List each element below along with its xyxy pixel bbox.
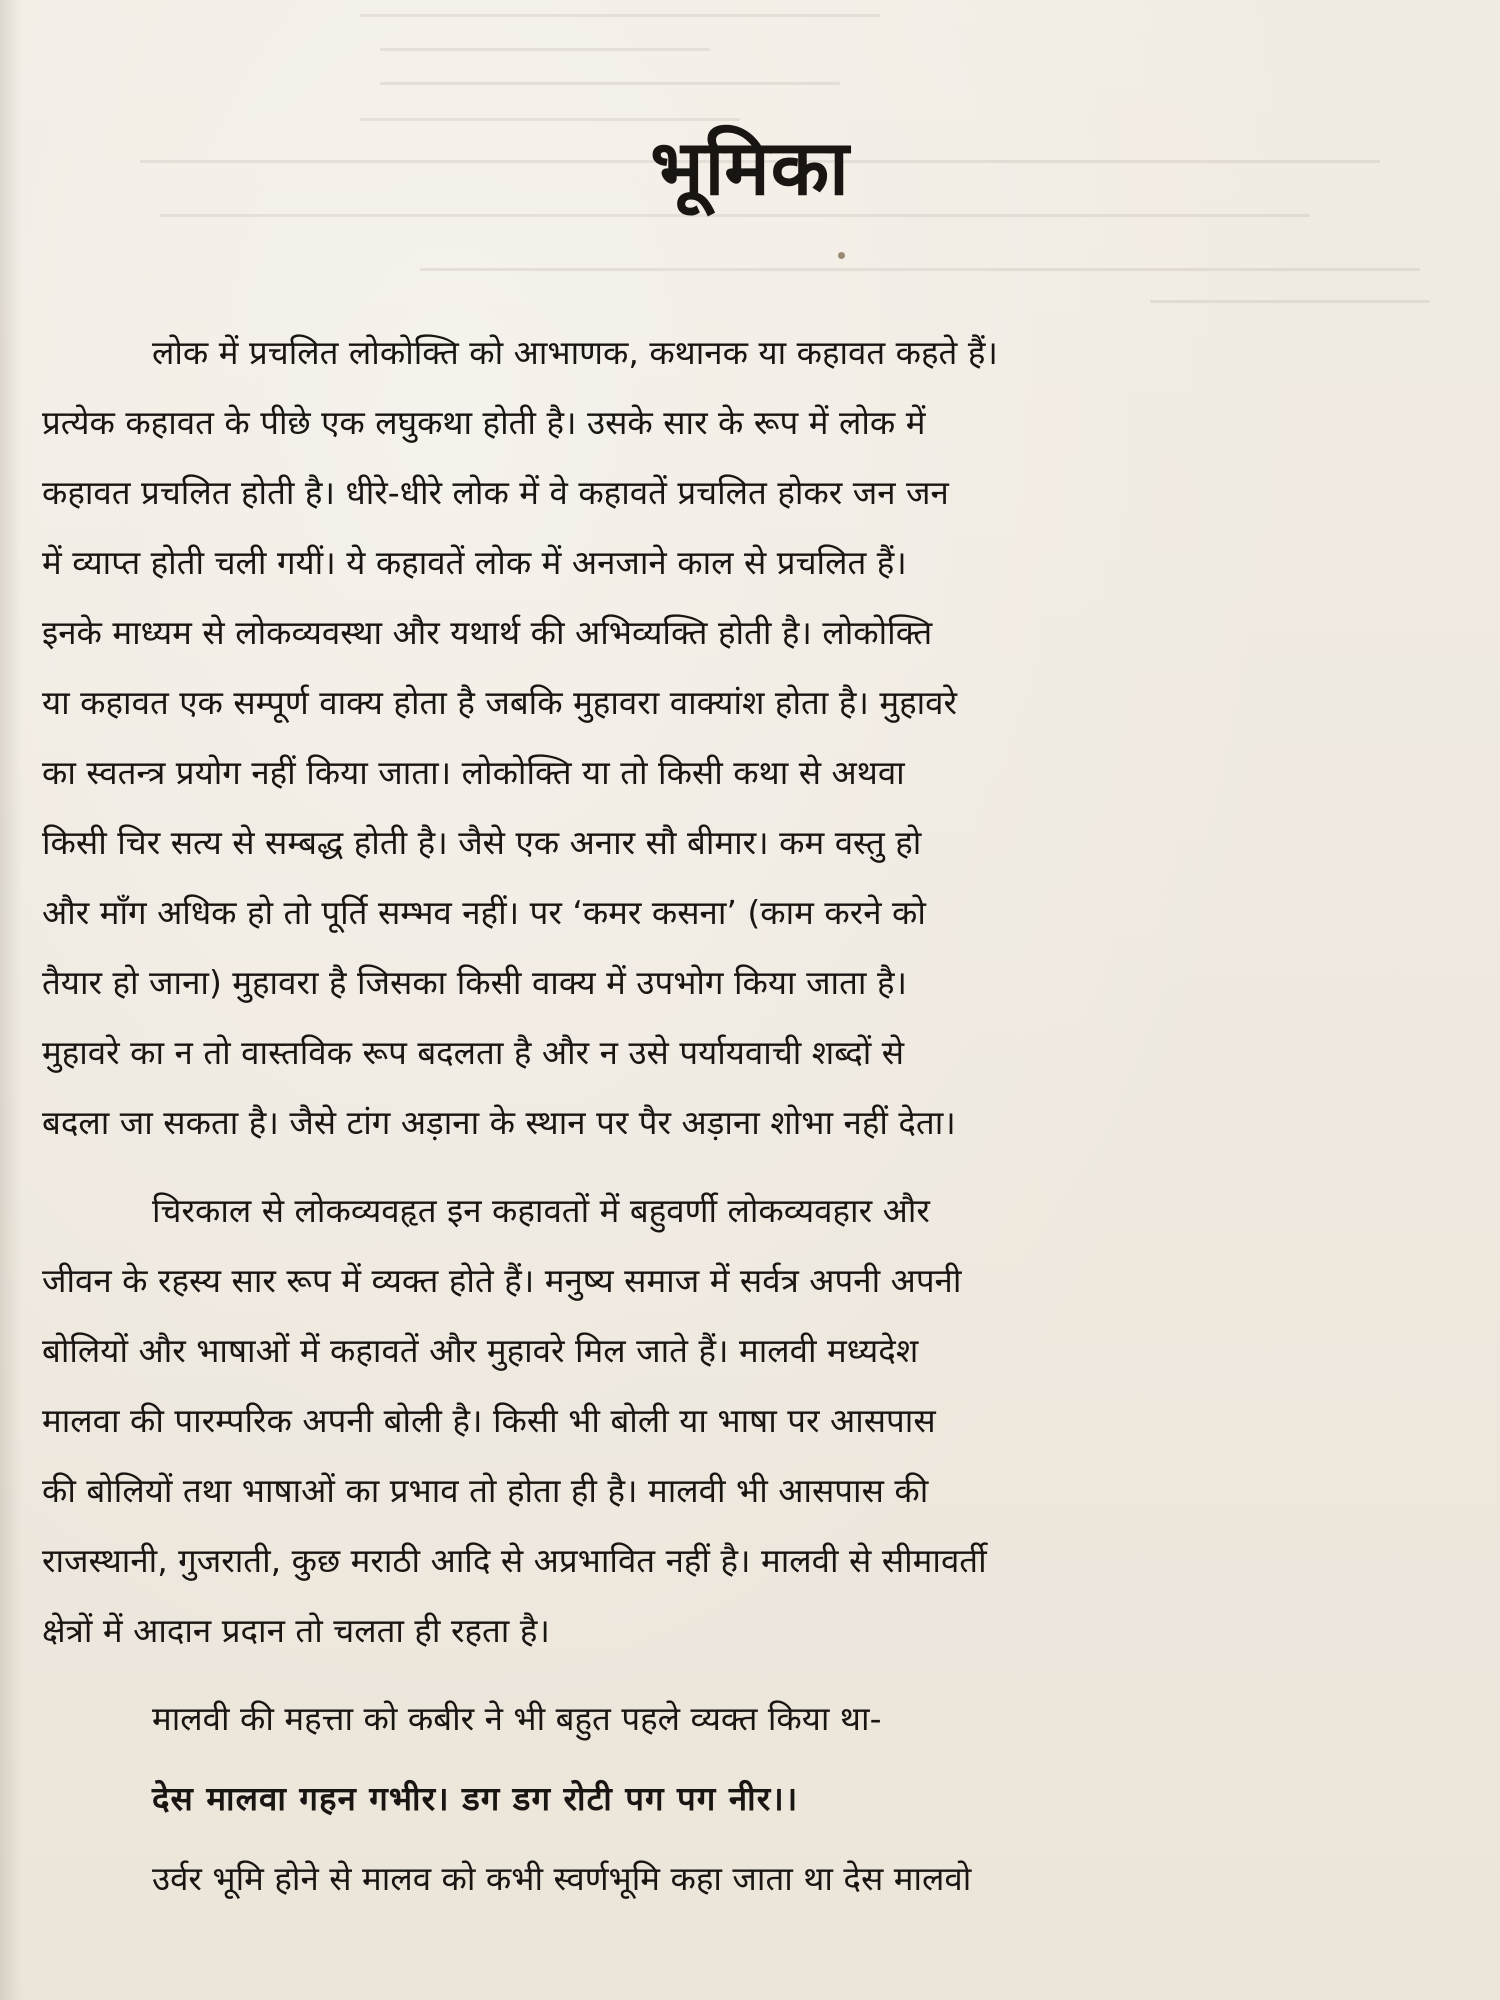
paragraph-1 — [42, 318, 1462, 1158]
paragraph-2 — [42, 1176, 1462, 1666]
page-binding-shadow — [0, 0, 22, 2000]
text-line: मालवा की पारम्परिक अपनी बोली है। किसी भी बोली या भाषा पर आसपास — [42, 1401, 936, 1440]
ink-speck — [838, 252, 845, 259]
text-line: और माँग अधिक हो तो पूर्ति सम्भव नहीं। पर ‘कमर कसना’ (काम करने को — [42, 893, 926, 932]
body-text — [42, 318, 1462, 1914]
text-line: क्षेत्रों में आदान प्रदान तो चलता ही रहता है। — [42, 1611, 550, 1650]
text-line: कहावत प्रचलित होती है। धीरे-धीरे लोक में वे कहावतें प्रचलित होकर जन जन — [42, 473, 949, 512]
text-line: तैयार हो जाना) मुहावरा है जिसका किसी वाक्य में उपभोग किया जाता है। — [42, 963, 907, 1002]
text-line: में व्याप्त होती चली गयीं। ये कहावतें लोक में अनजाने काल से प्रचलित हैं। — [42, 543, 907, 582]
text-line: का स्वतन्त्र प्रयोग नहीं किया जाता। लोकोक्ति या तो किसी कथा से अथवा — [42, 753, 905, 792]
page-title: भूमिका — [650, 123, 850, 212]
text-line: जीवन के रहस्य सार रूप में व्यक्त होते हैं। मनुष्य समाज में सर्वत्र अपनी अपनी — [42, 1261, 962, 1300]
kabir-intro-line: मालवी की महत्ता को कबीर ने भी बहुत पहले व्यक्त किया था- — [152, 1699, 882, 1738]
text-line: बोलियों और भाषाओं में कहावतें और मुहावरे मिल जाते हैं। मालवी मध्यदेश — [42, 1331, 919, 1370]
text-line: या कहावत एक सम्पूर्ण वाक्य होता है जबकि मुहावरा वाक्यांश होता है। मुहावरे — [42, 683, 958, 722]
text-line: मुहावरे का न तो वास्तविक रूप बदलता है और न उसे पर्यायवाची शब्दों से — [42, 1033, 905, 1072]
text-line: किसी चिर सत्य से सम्बद्ध होती है। जैसे एक अनार सौ बीमार। कम वस्तु हो — [42, 823, 922, 862]
kabir-doha: देस मालवा गहन गभीर। डग डग रोटी पग पग नीर।। — [152, 1779, 799, 1818]
text-line: राजस्थानी, गुजराती, कुछ मराठी आदि से अप्रभावित नहीं है। मालवी से सीमावर्ती — [42, 1541, 987, 1580]
text-line: प्रत्येक कहावत के पीछे एक लघुकथा होती है। उसके सार के रूप में लोक में — [42, 403, 926, 442]
text-line: लोक में प्रचलित लोकोक्ति को आभाणक, कथानक या कहावत कहते हैं। — [152, 333, 998, 372]
text-line: उर्वर भूमि होने से मालव को कभी स्वर्णभूमि कहा जाता था देस मालवो — [152, 1859, 972, 1898]
text-line: इनके माध्यम से लोकव्यवस्था और यथार्थ की अभिव्यक्ति होती है। लोकोक्ति — [42, 613, 933, 652]
text-line: चिरकाल से लोकव्यवहृत इन कहावतों में बहुवर्णी लोकव्यवहार और — [152, 1191, 930, 1230]
text-line: की बोलियों तथा भाषाओं का प्रभाव तो होता ही है। मालवी भी आसपास की — [42, 1471, 929, 1510]
text-line: बदला जा सकता है। जैसे टांग अड़ाना के स्थान पर पैर अड़ाना शोभा नहीं देता। — [42, 1103, 956, 1142]
